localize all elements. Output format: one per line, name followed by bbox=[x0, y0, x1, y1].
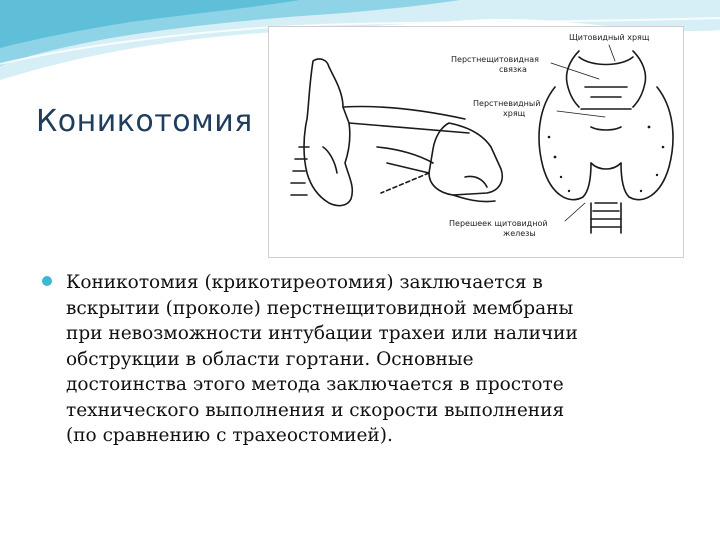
label-thyroid-isthmus-line1: Перешеек щитовидной bbox=[449, 219, 548, 228]
label-thyroid-cartilage: Щитовидный хрящ bbox=[569, 33, 650, 42]
bullet-list bbox=[36, 270, 596, 449]
bullet-marker bbox=[42, 276, 52, 286]
bullet-text: Коникотомия (крикотиреотомия) заключается в вскрытии (проколе) перстнещитовидной мембраны при невозможности интубации трахеи или наличии обструкции в области гортани. Основные достоинства этого метода заключается в простоте технического выполнения и скорости выполнения (по сравнению с трахеостомией). bbox=[66, 272, 578, 446]
label-thyroid-isthmus-line2: железы bbox=[503, 229, 536, 238]
label-cricothyroid-ligament-line1: Перстнещитовидная bbox=[451, 55, 539, 64]
slide-title: Коникотомия bbox=[36, 104, 253, 139]
label-cricoid-cartilage-line2: хрящ bbox=[503, 109, 526, 118]
anatomy-illustration bbox=[268, 26, 684, 258]
label-cricoid-cartilage-line1: Перстневидный bbox=[473, 99, 541, 108]
label-cricothyroid-ligament-line2: связка bbox=[499, 65, 527, 74]
